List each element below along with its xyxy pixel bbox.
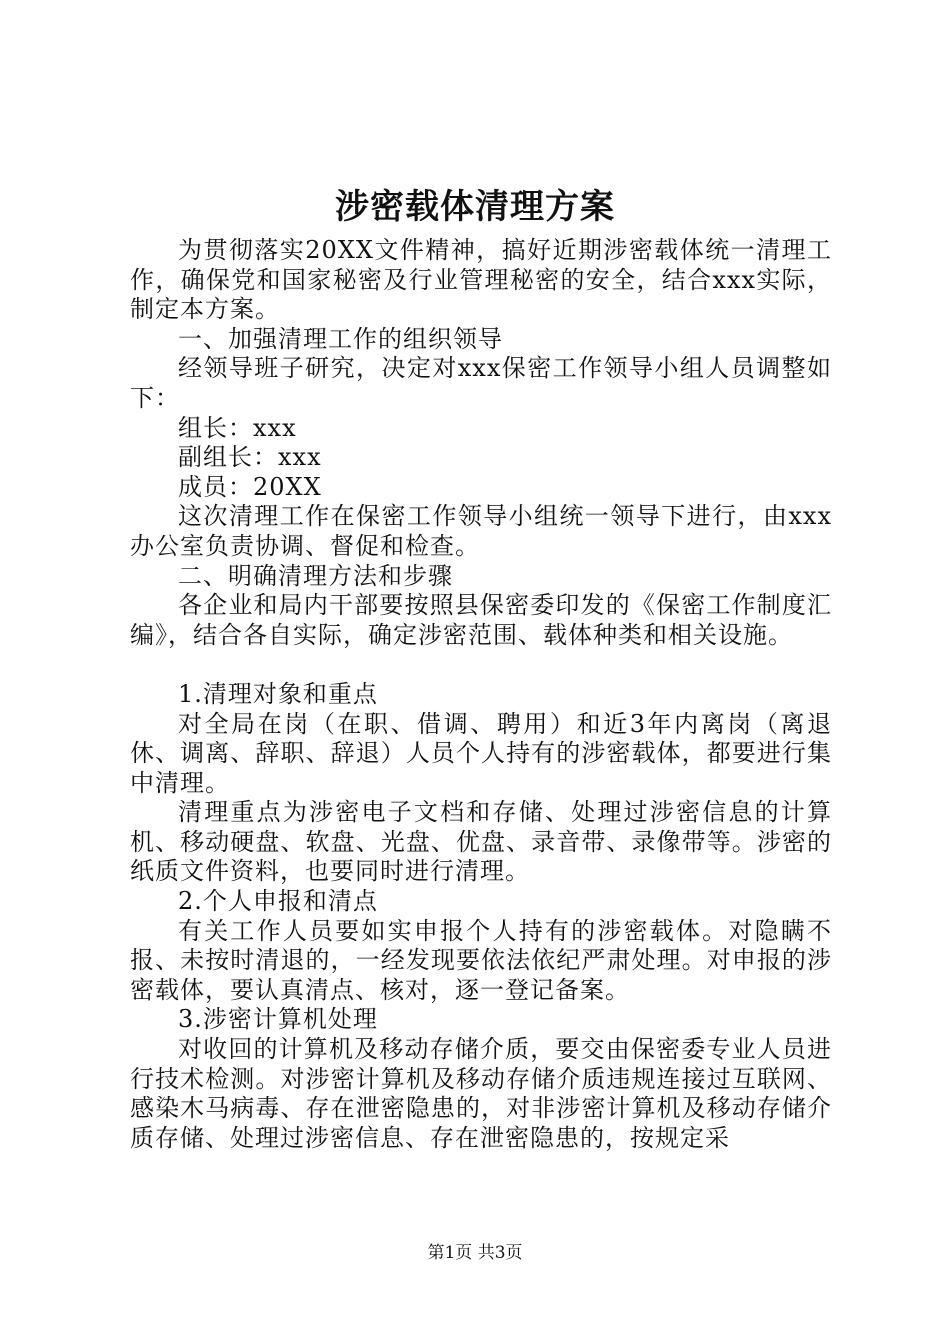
subheading-1: 1.清理对象和重点 xyxy=(178,679,378,708)
document-body xyxy=(130,236,832,1153)
paragraph-leadership: 经领导班子研究，决定对xxx保密工作领导小组人员调整如下： xyxy=(130,354,832,412)
paragraph-intro: 为贯彻落实20XX文件精神，搞好近期涉密载体统一清理工作，确保党和国家秘密及行业管理秘密的安全，结合xxx实际，制定本方案。 xyxy=(130,236,832,324)
section-heading-1: 一、加强清理工作的组织领导 xyxy=(178,324,503,353)
paragraph-coordination: 这次清理工作在保密工作领导小组统一领导下进行，由xxx办公室负责协调、督促和检查。 xyxy=(130,502,832,560)
subheading-2: 2.个人申报和清点 xyxy=(178,887,378,916)
paragraph-targets: 对全局在岗（在职、借调、聘用）和近3年内离岗（离退休、调离、辞职、辞退）人员个人持有的涉密载体，都要进行集中清理。 xyxy=(130,709,832,797)
subheading-3: 3.涉密计算机处理 xyxy=(178,1005,378,1034)
paragraph-declaration: 有关工作人员要如实申报个人持有的涉密载体。对隐瞒不报、未按时清退的，一经发现要依法依纪严肃处理。对申报的涉密载体，要认真清点、核对，逐一登记备案。 xyxy=(130,916,832,1004)
list-item-members: 成员：20XX xyxy=(178,472,322,501)
list-item-leader: 组长：xxx xyxy=(178,413,297,442)
page-footer: 第1页 共3页 xyxy=(427,1243,523,1263)
document-title: 涉密载体清理方案 xyxy=(335,187,615,227)
section-heading-2: 二、明确清理方法和步骤 xyxy=(178,561,453,590)
paragraph-scope: 各企业和局内干部要按照县保密委印发的《保密工作制度汇编》，结合各自实际，确定涉密范围、载体种类和相关设施。 xyxy=(130,591,832,649)
paragraph-focus: 清理重点为涉密电子文档和存储、处理过涉密信息的计算机、移动硬盘、软盘、光盘、优盘、录音带、录像带等。涉密的纸质文件资料，也要同时进行清理。 xyxy=(130,798,832,886)
list-item-deputy-leader: 副组长：xxx xyxy=(178,443,322,472)
paragraph-computer-handling: 对收回的计算机及移动存储介质，要交由保密委专业人员进行技术检测。对涉密计算机及移动存储介质违规连接过互联网、感染木马病毒、存在泄密隐患的，对非涉密计算机及移动存储介质存储、处理过涉密信息、存在泄密隐患的，按规定采 xyxy=(130,1035,832,1152)
